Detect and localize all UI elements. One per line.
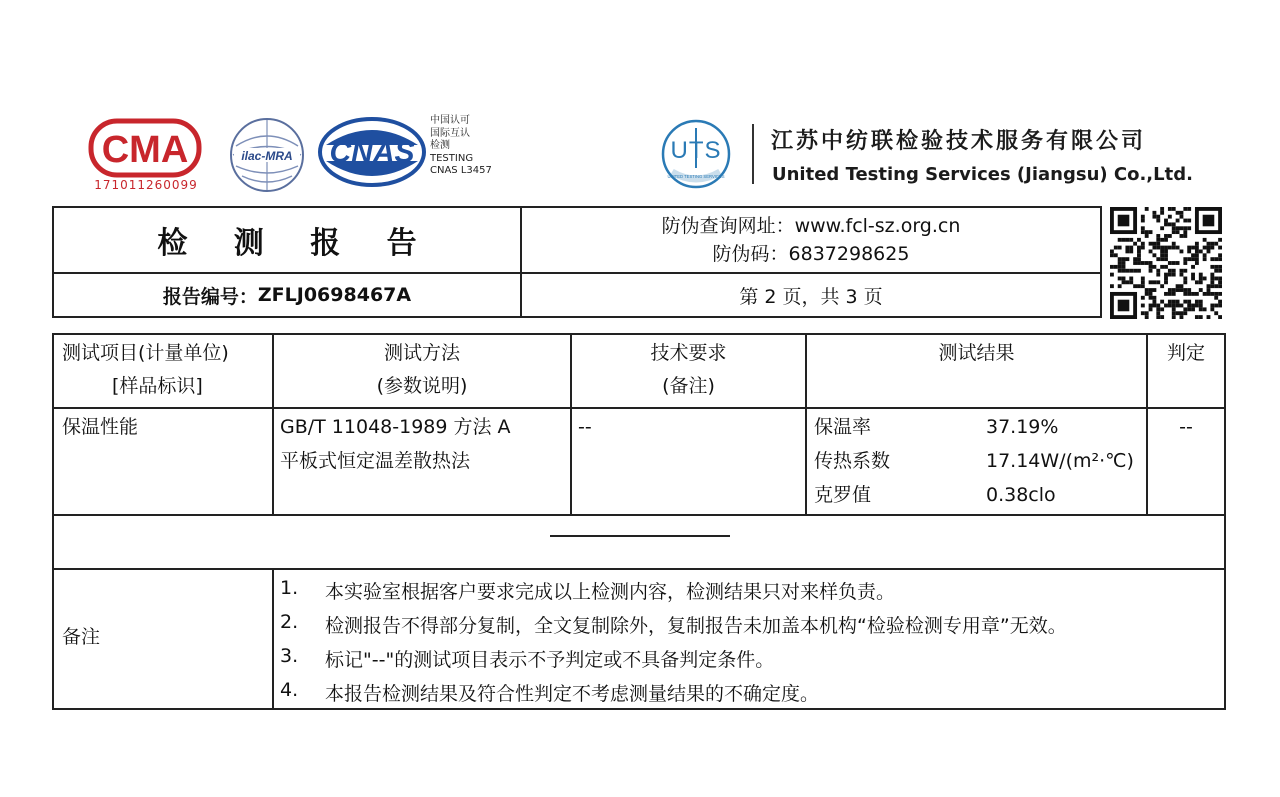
result-name: 克罗值 xyxy=(814,484,872,506)
uts-letters: UTS xyxy=(670,137,722,164)
logo-divider xyxy=(752,124,754,184)
note-text: 本实验室根据客户要求完成以上检测内容，检测结果只对来样负责。 xyxy=(325,581,896,603)
page-info: 第 2 页，共 3 页 xyxy=(739,285,883,308)
report-number xyxy=(54,274,522,316)
cma-code: 171011260099 xyxy=(94,178,198,192)
col-header-judgement: 判定 xyxy=(1166,342,1205,364)
company-name-cn: 江苏中纺联检验技术服务有限公司 xyxy=(771,129,1147,154)
note-number: 4. xyxy=(280,679,299,701)
end-separator-line xyxy=(550,535,730,537)
company-name-en: United Testing Services (Jiangsu) Co.,Ltd. xyxy=(772,164,1193,185)
qr-code xyxy=(1110,207,1222,319)
verify-code: 防伪码：6837298625 xyxy=(712,243,910,265)
cnas-side-text xyxy=(430,115,492,178)
verify-url: 防伪查询网址：www.fcl-sz.org.cn xyxy=(661,215,961,237)
result-value: 17.14W/(m²·℃) xyxy=(986,450,1134,472)
cnas-logo-text: CNAS xyxy=(329,136,415,169)
test-results-table xyxy=(52,333,1226,710)
result-value: 0.38clo xyxy=(986,484,1056,506)
note-text: 标记"--"的测试项目表示不予判定或不具备判定条件。 xyxy=(325,649,775,671)
notes-label: 备注 xyxy=(62,626,101,648)
col-header-requirement-sub: (备注) xyxy=(662,375,715,397)
cma-logo xyxy=(88,118,202,178)
uts-logo xyxy=(660,118,732,190)
col-header-result: 测试结果 xyxy=(938,342,1015,364)
report-number-label: 报告编号： xyxy=(162,285,258,308)
report-title: 检 测 报 告 xyxy=(54,208,522,274)
cnas-side-line: CNAS L3457 xyxy=(430,165,492,176)
row-method-line1: GB/T 11048-1989 方法 A xyxy=(280,416,511,438)
note-number: 1. xyxy=(280,577,299,599)
row-item: 保温性能 xyxy=(62,416,139,438)
result-value: 37.19% xyxy=(986,416,1059,438)
col-header-method: 测试方法 xyxy=(383,342,460,364)
cnas-side-line: 检测 xyxy=(430,140,450,151)
row-judgement: -- xyxy=(1179,416,1193,438)
ilac-mra-logo xyxy=(228,116,306,194)
col-header-requirement: 技术要求 xyxy=(650,342,727,364)
cnas-logo xyxy=(318,117,426,187)
cnas-side-line: 中国认可 xyxy=(430,115,470,126)
col-header-item: 测试项目(计量单位) xyxy=(62,342,229,364)
result-name: 保温率 xyxy=(814,416,872,438)
cma-logo-text: CMA xyxy=(101,129,189,171)
note-text: 本报告检测结果及符合性判定不考虑测量结果的不确定度。 xyxy=(325,683,820,705)
verification-info xyxy=(522,208,1100,274)
cnas-side-line: TESTING xyxy=(430,152,474,164)
col-header-method-sub: (参数说明) xyxy=(376,375,468,397)
note-number: 3. xyxy=(280,645,299,667)
uts-ring-text: UNITED TESTING SERVICES xyxy=(667,174,725,179)
result-name: 传热系数 xyxy=(814,450,891,472)
row-requirement: -- xyxy=(578,416,592,438)
note-text: 检测报告不得部分复制，全文复制除外，复制报告未加盖本机构“检验检测专用章”无效。 xyxy=(325,615,1067,637)
report-number-value: ZFLJ0698467A xyxy=(257,284,412,306)
cnas-side-line: 国际互认 xyxy=(430,127,470,139)
col-header-item-sub: [样品标识] xyxy=(112,375,203,397)
row-method-line2: 平板式恒定温差散热法 xyxy=(280,450,471,472)
report-header-table xyxy=(52,206,1102,318)
ilac-logo-text: ilac-MRA xyxy=(241,149,293,163)
note-number: 2. xyxy=(280,611,299,633)
